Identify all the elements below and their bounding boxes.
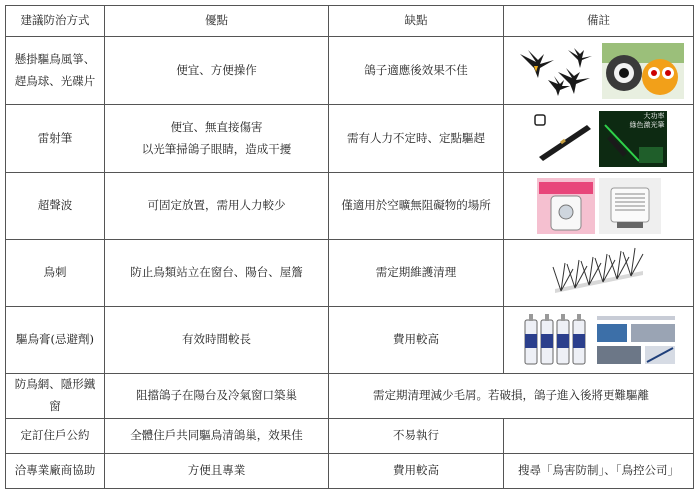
cons-cell: 費用較高 (329, 307, 504, 374)
pros-cell: 便宜、方便操作 (105, 37, 329, 105)
method-cell: 驅鳥膏(忌避劑) (6, 307, 105, 374)
method-cell: 鳥刺 (6, 240, 105, 307)
cons-merged-cell: 需定期清理減少毛屑。若破損，鴿子進入後將更難驅離 (329, 374, 694, 419)
pros-cell: 阻擋鴿子在陽台及冷氣窗口築巢 (105, 374, 329, 419)
laser-box-text: 綠色激光筆 (629, 120, 665, 129)
cons-cell: 需有人力不定時、定點驅趕 (329, 105, 504, 173)
pros-cell: 有效時間較長 (105, 307, 329, 374)
pros-cell (105, 105, 329, 173)
cons-cell: 需定期維護清理 (329, 240, 504, 307)
notes-image-cell (504, 173, 694, 240)
pros-line: 便宜、無直接傷害 (170, 119, 263, 134)
pros-cell: 可固定放置，需用人力較少 (105, 173, 329, 240)
pros-cell: 全體住戶共同驅鳥清鴿巢，效果佳 (105, 418, 329, 453)
cons-cell: 費用較高 (329, 453, 504, 488)
header-row (6, 6, 694, 37)
table-row (6, 418, 694, 453)
table-row (6, 37, 694, 105)
notes-image-cell (504, 37, 694, 105)
repellent-gel-instructions-image (593, 312, 679, 368)
notes-image-cell (504, 240, 694, 307)
laser-box-text: 大功率 (643, 111, 665, 120)
method-cell: 雷射筆 (6, 105, 105, 173)
method-line: 懸掛驅鳥風箏、 (14, 51, 96, 66)
ultrasonic-box-image (537, 178, 595, 234)
cons-cell: 僅適用於空曠無阻礙物的場所 (329, 173, 504, 240)
bird-control-table (5, 5, 694, 489)
table-row (6, 240, 694, 307)
table-row (6, 453, 694, 488)
table-row (6, 307, 694, 374)
pros-cell: 防止鳥類站立在窗台、陽台、屋簷 (105, 240, 329, 307)
repellent-gel-tubes-image (519, 312, 589, 368)
laser-box-image (599, 111, 667, 167)
cons-cell: 鴿子適應後效果不佳 (329, 37, 504, 105)
pest-control-table-wrapper (5, 5, 693, 489)
bird-spikes-image (551, 245, 647, 301)
cons-cell: 不易執行 (329, 418, 504, 453)
method-cell: 洽專業廠商協助 (6, 453, 105, 488)
header-notes: 備註 (504, 6, 694, 37)
method-cell: 防鳥網、隱形鐵窗 (6, 374, 105, 419)
pros-line: 以光筆掃鴿子眼睛，造成干擾 (141, 141, 292, 156)
method-cell: 超聲波 (6, 173, 105, 240)
method-cell: 定訂住戶公約 (6, 418, 105, 453)
header-pros: 優點 (105, 6, 329, 37)
notes-image-cell (504, 307, 694, 374)
ultrasonic-device-image (599, 178, 661, 234)
scare-eye-balls-image (602, 43, 684, 99)
table-row (6, 105, 694, 173)
table-row (6, 173, 694, 240)
notes-cell: 搜尋「鳥害防制」、「鳥控公司」 (504, 453, 694, 488)
header-cons: 缺點 (329, 6, 504, 37)
notes-cell (504, 418, 694, 453)
method-cell (6, 37, 105, 105)
bird-kite-image (514, 44, 598, 98)
laser-pen-image (531, 111, 595, 167)
header-method: 建議防治方式 (6, 6, 105, 37)
pros-cell: 方便且專業 (105, 453, 329, 488)
method-line: 趕鳥球、光碟片 (14, 73, 96, 88)
notes-image-cell (504, 105, 694, 173)
table-row (6, 374, 694, 419)
